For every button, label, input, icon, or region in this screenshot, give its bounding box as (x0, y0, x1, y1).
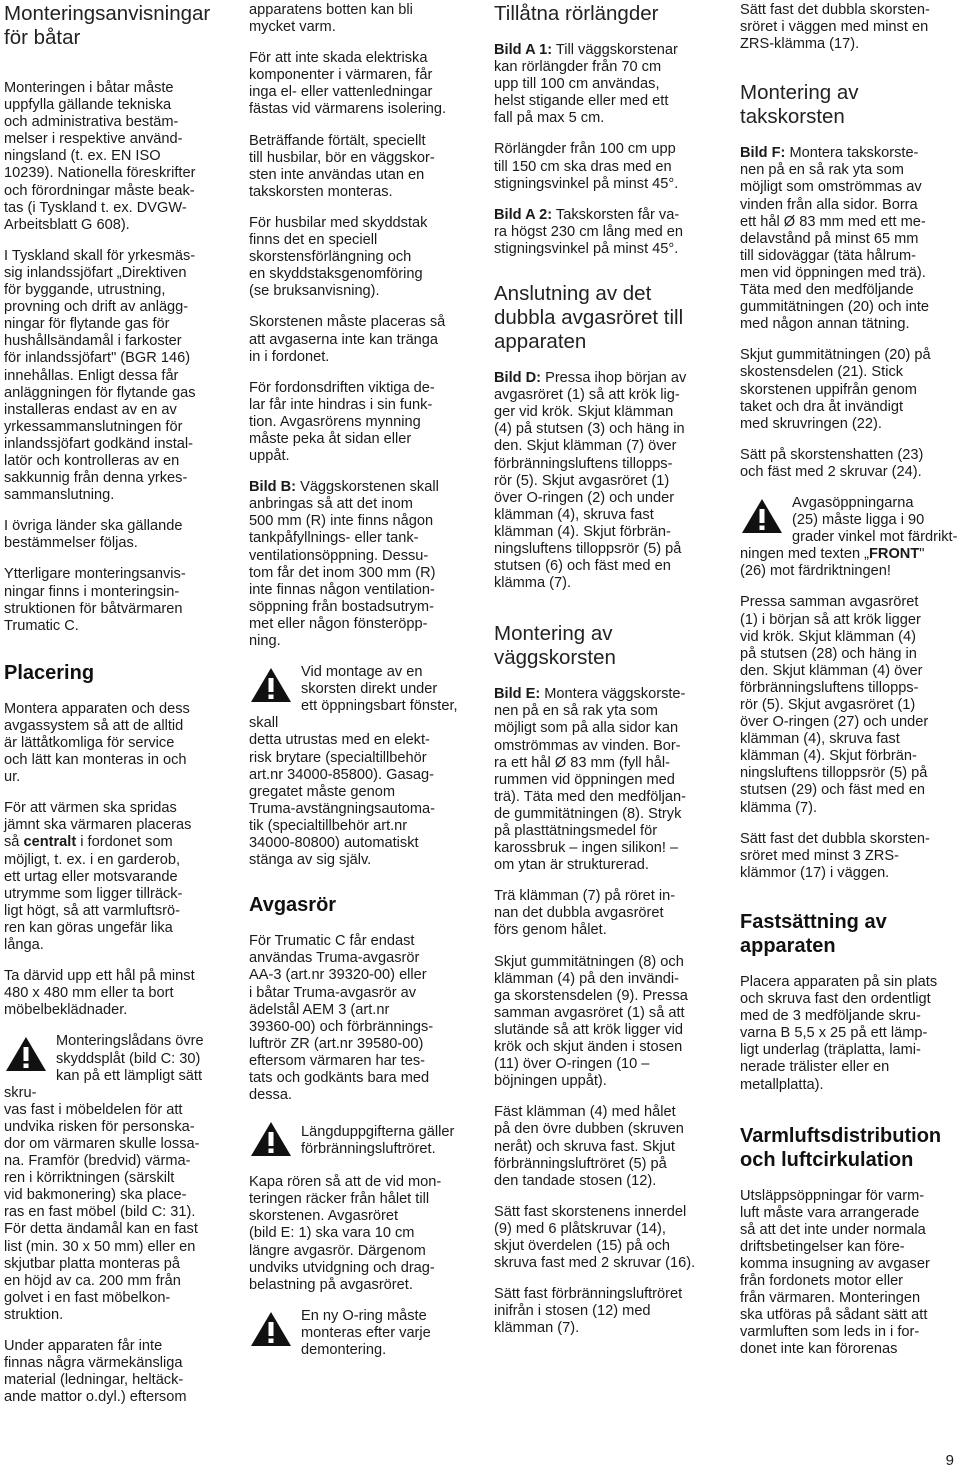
paragraph: I övriga länder ska gällande bestämmelser följas. (4, 518, 183, 552)
paragraph: Sätt fast förbränningsluftröret inifrån i stosen (12) med klämman (7). (494, 1286, 683, 1337)
paragraph: Bild A 2: Takskorsten får va- ra högst 230 cm lång med en stigningsvinkel på minst 45°. (494, 206, 684, 257)
paragraph: Placera apparaten på sin plats och skruva fast den ordentligt med de 3 medföljande skru- varna B 5,5 x 25 på ett lämp- ligt underlag (träplatta, lami- nerade trälister eller en metallplatta). (740, 973, 938, 1093)
paragraph: Bild A 1: Till väggskorstenar kan rörlängder från 70 cm upp till 100 cm användas, helst stigande eller med ett fall på max 5 cm. (494, 42, 678, 127)
paragraph: Pressa samman avgasröret (1) i början så att krök ligger vid krök. Skjut klämman (4) på stutsen (28) och häng in den. Skjut klämman (4) över förbränningsluftens tillopps- rör (5). Skjut avgasröret (1) över O-ringen (27) och under klämman (4), skruva fast klämman (4). Skjut förbrän- ningsluftens tilloppsrör (5) på stutsen (29) och fäst med en klämma (7). (740, 594, 929, 816)
warning-note: Vid montage av en skorsten direkt under ett öppningsbart fönster, skall detta utrustas med en elekt- risk brytare (specialtillbehör art.nr 34000-85800). Gasag- gregatet måste genom Truma-avstängningsautoma- tik (specialtillbehör art.nr 34000-80800) automatiskt stänga av sig själv. (249, 664, 458, 869)
heading-placering: Placering (4, 661, 95, 684)
warning-note: Längduppgifterna gäller förbränningsluftröret. (249, 1118, 477, 1160)
paragraph: Monteringen i båtar måste uppfylla gällande tekniska och administrativa bestäm- melser i respektive använd- ningsland (t. ex. EN ISO 10239). Nationella föreskrifter och förordningar måste beak- tas (i Tyskland t. ex. DVGW- Arbeitsblatt G 608). (4, 80, 196, 233)
paragraph: För att inte skada elektriska komponenter i värmaren, får inga el- eller vattenledningar fästas vid värmarens isolering. (249, 50, 447, 118)
paragraph: Montera apparaten och dess avgassystem så att de alltid är lättåtkomliga för service och lätt kan monteras in och ur. (4, 700, 190, 786)
paragraph: Skjut gummitätningen (8) och klämman (4) på den invändi- ga skorstensdelen (9). Pressa samman avgasröret (1) så att slutände så att krök ligger vid krök och skjut änden i stosen (11) över O-ringen (10 – böjningen uppåt). (494, 953, 688, 1090)
paragraph: Kapa rören så att de vid mon- teringen räcker från hålet till skorstenen. Avgasröret (bild E: 1) ska vara 10 cm längre avgasrör. Därgenom undviks utvidgning och drag- belastning på avgasröret. (249, 1174, 442, 1293)
paragraph: Ta därvid upp ett hål på minst 480 x 480 mm eller ta bort möbelbeklädnader. (4, 968, 195, 1019)
paragraph: Sätt fast det dubbla skorsten- sröret i väggen med minst en ZRS-klämma (17). (740, 2, 930, 53)
heading-varmluftsdistribution: Varmluftsdistribution och luftcirkulation (740, 1124, 942, 1171)
warning-note: Avgasöppningarna (25) måste ligga i 90 grader vinkel mot färdrikt- ningen med texten „FRONT" (26) mot färdriktningen! (740, 494, 958, 580)
heading-avgasror: Avgasrör (249, 894, 337, 917)
column-1 (4, 0, 232, 1420)
paragraph: Bild E: Montera väggskorste- nen på en så rak yta som möjligt som på alla sidor kan omströmmas av vinden. Bor- ra ett hål Ø 83 mm (fyll hål- rummen vid öppningen med trä). Täta med den medföljan- de gummitätningen (8). Stryk på plasttätningsmedel för karossbruk – ingen silikon! – om ytan är strukturerad. (494, 686, 686, 874)
column-3 (494, 0, 722, 1351)
paragraph: Rörlängder från 100 cm upp till 150 cm ska dras med en stigningsvinkel på minst 45°. (494, 141, 679, 192)
warning-triangle-icon (249, 1120, 293, 1158)
heading-boat-installation: Monteringsanvisningar för båtar (4, 2, 211, 49)
heading-fastsattning: Fastsättning av apparaten (740, 910, 887, 957)
page-number: 9 (945, 1452, 954, 1469)
paragraph: Fäst klämman (4) med hålet på den övre dubben (skruven neråt) och skruva fast. Skjut förbränningsluftröret (5) på den tandade stosen (12). (494, 1104, 684, 1189)
warning-triangle-icon (740, 497, 784, 535)
paragraph: Skjut gummitätningen (20) på skostensdelen (21). Stick skorstenen uppifrån genom taket och dra åt invändigt med skruvringen (22). (740, 347, 931, 432)
column-4 (740, 0, 960, 1373)
heading-montering-takskorsten: Montering av takskorsten (740, 81, 859, 129)
heading-anslutning: Anslutning av det dubbla avgasröret till apparaten (494, 282, 684, 354)
paragraph: Sätt fast det dubbla skorsten- sröret med minst 3 ZRS- klämmor (17) i väggen. (740, 830, 930, 881)
heading-montering-vaggskorsten: Montering av väggskorsten (494, 622, 616, 670)
paragraph: För fordonsdriften viktiga de- lar får inte hindras i sin funk- tion. Avgasrörens mynning måste peka åt sidan eller uppåt. (249, 379, 435, 465)
column-2 (249, 0, 477, 1373)
paragraph: Ytterligare monteringsanvis- ningar finns i monteringsin- struktionen för båtvärmaren Trumatic C. (4, 566, 186, 634)
heading-tillatna-rorlangder: Tillåtna rörlängder (494, 2, 659, 25)
paragraph: Bild D: Pressa ihop början av avgasröret (1) så att krök lig- ger vid krök. Skjut klämman (4) på stutsen (3) och häng in den. Skjut klämman (7) över förbränningsluftens tillopps- rör (5). Skjut avgasröret (1) över O-ringen (2) och under klämman (4), skruva fast klämman (4). Skjut förbrän- ningsluftens tilloppsrör (5) på stutsen (6) och fäst med en klämma (7). (494, 370, 687, 592)
paragraph: Utsläppsöppningar för varm- luft måste vara arrangerade så att det inte under normala driftsbetingelser kan före- komma insugning av avgaser från fordonets motor eller från värmaren. Monteringen ska utföras på sådant sätt att varmluften som leds in i for- donet inte kan förorenas (740, 1187, 930, 1358)
paragraph: Trä klämman (7) på röret in- nan det dubbla avgasröret förs genom hålet. (494, 888, 676, 939)
paragraph: apparatens botten kan bli mycket varm. (249, 2, 413, 36)
paragraph: För att värmen ska spridas jämnt ska värmaren placeras så centralt i fordonet som möjligt, t. ex. i en garderob, ett urtag eller motsvarande utrymme som ligger tillräck- ligt högt, så att varmluftsrö- ren kan göras ungefär lika långa. (4, 800, 192, 954)
paragraph: Skorstenen måste placeras så att avgaserna inte kan tränga in i fordonet. (249, 314, 446, 365)
paragraph: För husbilar med skyddstak finns det en speciell skorstensförlängning och en skyddstaksgenomföring (se bruksanvisning). (249, 214, 428, 300)
paragraph: Under apparaten får inte finnas några värmekänsliga material (ledningar, heltäck- ande mattor o.dyl.) eftersom (4, 1338, 187, 1406)
warning-note: En ny O-ring måste monteras efter varje demontering. (249, 1308, 477, 1359)
warning-triangle-icon (249, 666, 293, 704)
warning-triangle-icon (4, 1035, 48, 1073)
paragraph: Bild F: Montera takskorste- nen på en så rak yta som möjligt som omströmmas av vinden från alla sidor. Borra ett hål Ø 83 mm med ett me- delavstånd på minst 65 mm till sidoväggar (täta hålrum- men vid öppningen med trä). Täta med den medföljande gummitätningen (20) och inte med någon annan tätning. (740, 145, 930, 333)
paragraph: Sätt på skorstenshatten (23) och fäst med 2 skruvar (24). (740, 446, 924, 480)
paragraph: För Trumatic C får endast användas Truma-avgasrör AA-3 (art.nr 39320-00) eller i båtar Truma-avgasrör av ädelstål AEM 3 (art.nr 39360-00) och förbrännings- luftrör ZR (art.nr 39580-00) eftersom värmaren har tes- tats och godkänts bara med dessa. (249, 933, 434, 1104)
paragraph: Sätt fast skorstenens innerdel (9) med 6 plåtskruvar (14), skjut överdelen (15) på och skruva fast med 2 skruvar (16). (494, 1203, 696, 1272)
warning-triangle-icon (249, 1310, 293, 1348)
paragraph: Bild B: Väggskorstenen skall anbringas så att det inom 500 mm (R) inte finns någon tankpåfyllnings- eller tank- ventilationsöppning. Dessu- tom får det inom 300 mm (R) inte finnas någon ventilation- söppning från bostadsutrym- met eller någon fönsteröpp- ning. (249, 479, 439, 649)
warning-note: Monteringslådans övre skyddsplåt (bild C: 30) kan på ett lämpligt sätt skru- vas fast i möbeldelen för att undvika risken för personska- dor om värmaren skulle lossa- na. Framför (bredvid) värma- ren i körriktningen (särskilt vid bakmonering) ska place- ras en fast möbel (bild C: 31). För detta ändamål kan en fast list (min. 30 x 50 mm) eller en skjutbar platta monteras på en höjd av ca. 200 mm från golvet i en fast möbelkon- struktion. (4, 1033, 204, 1323)
paragraph: Beträffande förtält, speciellt till husbilar, bör en väggskor- sten inte användas utan en takskorsten monteras. (249, 132, 435, 200)
paragraph: I Tyskland skall för yrkesmäs- sig inlandssjöfart „Direktiven för byggande, utrustning, provning och drift av anlägg- ningar för flytande gas för hushållsändamål i farkoster för inlandssjöfart" (BGR 146) innehållas. Enligt dessa får anläggningen för flytande gas installeras endast av en av yrkessammanslutningen för inlandssjöfart godkänd instal- latör och kontrolleras av en sakkunnig från denna yrkes- sammanslutning. (4, 247, 196, 504)
